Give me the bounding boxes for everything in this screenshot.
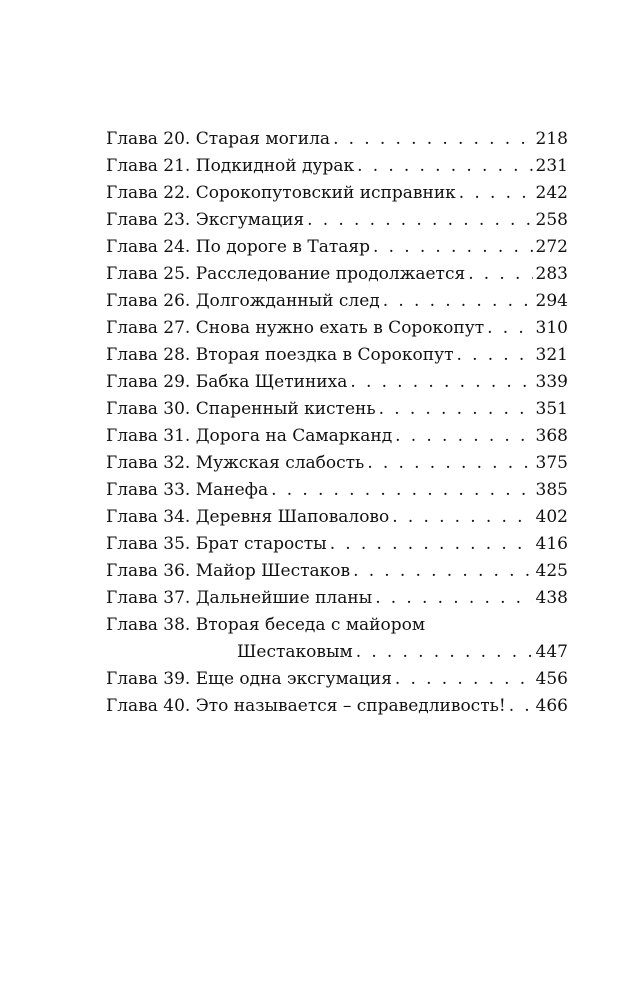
dot-leader [487, 315, 532, 342]
toc-entry-page: 416 [535, 534, 568, 554]
toc-entry [106, 504, 568, 531]
dot-leader [456, 342, 532, 369]
toc-entry-page: 402 [535, 507, 568, 527]
toc-entry-page: 321 [535, 345, 568, 365]
toc-entry-page: 385 [535, 480, 568, 500]
dot-leader [357, 153, 532, 180]
toc-entry-page: 218 [535, 129, 568, 149]
dot-leader [395, 666, 533, 693]
dot-leader [383, 288, 533, 315]
toc-entry-title: Глава 24. По дороге в Татаяр [106, 237, 370, 257]
table-of-contents [106, 126, 568, 720]
toc-entry-title: Глава 30. Спаренный кистень [106, 399, 376, 419]
toc-entry [106, 585, 568, 612]
toc-entry [106, 531, 568, 558]
toc-entry [106, 207, 568, 234]
toc-entry [106, 693, 568, 720]
toc-entry [106, 477, 568, 504]
toc-entry-page: 283 [535, 264, 568, 284]
toc-entry-line1 [106, 612, 568, 639]
toc-entry-title: Глава 37. Дальнейшие планы [106, 588, 373, 608]
dot-leader [395, 423, 532, 450]
toc-entry [106, 126, 568, 153]
toc-entry-page: 438 [535, 588, 568, 608]
dot-leader [468, 261, 532, 288]
toc-entry-title: Глава 20. Старая могила [106, 129, 331, 149]
dot-leader [353, 558, 532, 585]
toc-entry-title: Глава 22. Сорокопутовский исправник [106, 183, 456, 203]
toc-entry [106, 180, 568, 207]
toc-entry-page: 339 [535, 372, 568, 392]
dot-leader [356, 639, 533, 666]
dot-leader [367, 450, 532, 477]
toc-entry-title: Глава 21. Подкидной дурак [106, 156, 355, 176]
toc-entry-page: 272 [535, 237, 568, 257]
toc-entry-title: Глава 23. Эксгумация [106, 210, 305, 230]
toc-entry-title: Глава 32. Мужская слабость [106, 453, 365, 473]
toc-entry-page: 258 [535, 210, 568, 230]
dot-leader [350, 369, 532, 396]
toc-entry-title: Глава 35. Брат старосты [106, 534, 327, 554]
toc-entry [106, 396, 568, 423]
toc-entry-page: 294 [535, 291, 568, 311]
toc-entry-page: 368 [535, 426, 568, 446]
toc-entry [106, 450, 568, 477]
dot-leader [330, 531, 533, 558]
toc-entry-title: Глава 34. Деревня Шаповалово [106, 507, 390, 527]
toc-entry-page: 231 [535, 156, 568, 176]
toc-entry-title: Глава 28. Вторая поездка в Сорокопут [106, 345, 454, 365]
dot-leader [375, 585, 532, 612]
toc-entry-page: 456 [535, 669, 568, 689]
toc-entry-page: 242 [535, 183, 568, 203]
toc-entry-page: 425 [535, 561, 568, 581]
toc-entry-title: Глава 25. Расследование продолжается [106, 264, 466, 284]
toc-entry-title: Глава 36. Майор Шестаков [106, 561, 351, 581]
toc-entry [106, 423, 568, 450]
toc-entry-page: 310 [535, 318, 568, 338]
toc-entry [106, 261, 568, 288]
dot-leader [333, 126, 532, 153]
toc-entry-title: Глава 27. Снова нужно ехать в Сорокопут [106, 318, 485, 338]
toc-entry-title: Глава 40. Это называется – справедливость! [106, 696, 506, 716]
toc-entry [106, 369, 568, 396]
dot-leader [459, 180, 533, 207]
toc-entry-title: Глава 31. Дорога на Самарканд [106, 426, 393, 446]
toc-entry-title: Глава 39. Еще одна эксгумация [106, 669, 392, 689]
dot-leader [392, 504, 532, 531]
toc-entry [106, 234, 568, 261]
toc-entry-page: 351 [535, 399, 568, 419]
dot-leader [307, 207, 532, 234]
toc-entry-page: 466 [535, 696, 568, 716]
toc-entry-page: 375 [535, 453, 568, 473]
dot-leader [379, 396, 533, 423]
toc-entry-title: Глава 33. Манефа [106, 480, 269, 500]
toc-entry [106, 315, 568, 342]
toc-entry [106, 558, 568, 585]
toc-entry-line2 [106, 639, 568, 666]
dot-leader [373, 234, 533, 261]
toc-entry-title-continuation: Шестаковым [237, 642, 353, 662]
toc-entry [106, 288, 568, 315]
toc-entry-title: Глава 29. Бабка Щетиниха [106, 372, 348, 392]
toc-entry [106, 666, 568, 693]
toc-entry [106, 342, 568, 369]
toc-entry-title: Глава 38. Вторая беседа с майором [106, 615, 426, 635]
toc-entry-title: Глава 26. Долгожданный след [106, 291, 380, 311]
toc-entry [106, 153, 568, 180]
dot-leader [509, 693, 533, 720]
toc-entry-page: 447 [535, 642, 568, 662]
dot-leader [271, 477, 532, 504]
